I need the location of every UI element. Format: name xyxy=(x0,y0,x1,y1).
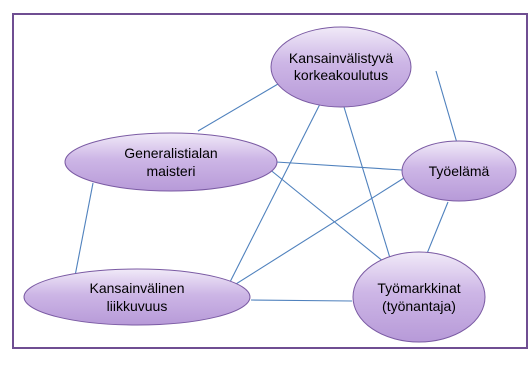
node-tyoelama xyxy=(402,141,516,201)
node-tyomarkkinat xyxy=(353,252,485,342)
edge-generalisti-liikkuvuus xyxy=(75,183,93,276)
edge-generalisti-tyoelama xyxy=(276,162,402,170)
node-label-line: liikkuvuus xyxy=(106,298,168,314)
edge-kansainvalistyva-tyoelama xyxy=(436,71,457,143)
node-label-line: Työmarkkinat xyxy=(377,280,461,296)
node-label-line: Generalistialan xyxy=(124,145,218,161)
edge-liikkuvuus-tyomarkkinat xyxy=(251,300,352,301)
node-label-line: maisteri xyxy=(146,163,196,179)
edge-generalisti-kansainvalistyva xyxy=(198,84,278,131)
edge-kansainvalistyva-liikkuvuus xyxy=(230,104,320,282)
node-liikkuvuus xyxy=(24,269,250,325)
node-label-line: korkeakoulutus xyxy=(293,67,389,83)
node-kansainvalistyva xyxy=(271,27,411,107)
node-label-line: Kansainvälinen xyxy=(89,280,185,296)
node-label-line: Kansainvälistyvä xyxy=(288,50,394,66)
node-label-line: Työelämä xyxy=(428,163,490,179)
edge-tyoelama-tyomarkkinat xyxy=(426,202,448,256)
node-generalisti xyxy=(65,133,277,191)
node-label-line: (työnantaja) xyxy=(382,298,456,314)
